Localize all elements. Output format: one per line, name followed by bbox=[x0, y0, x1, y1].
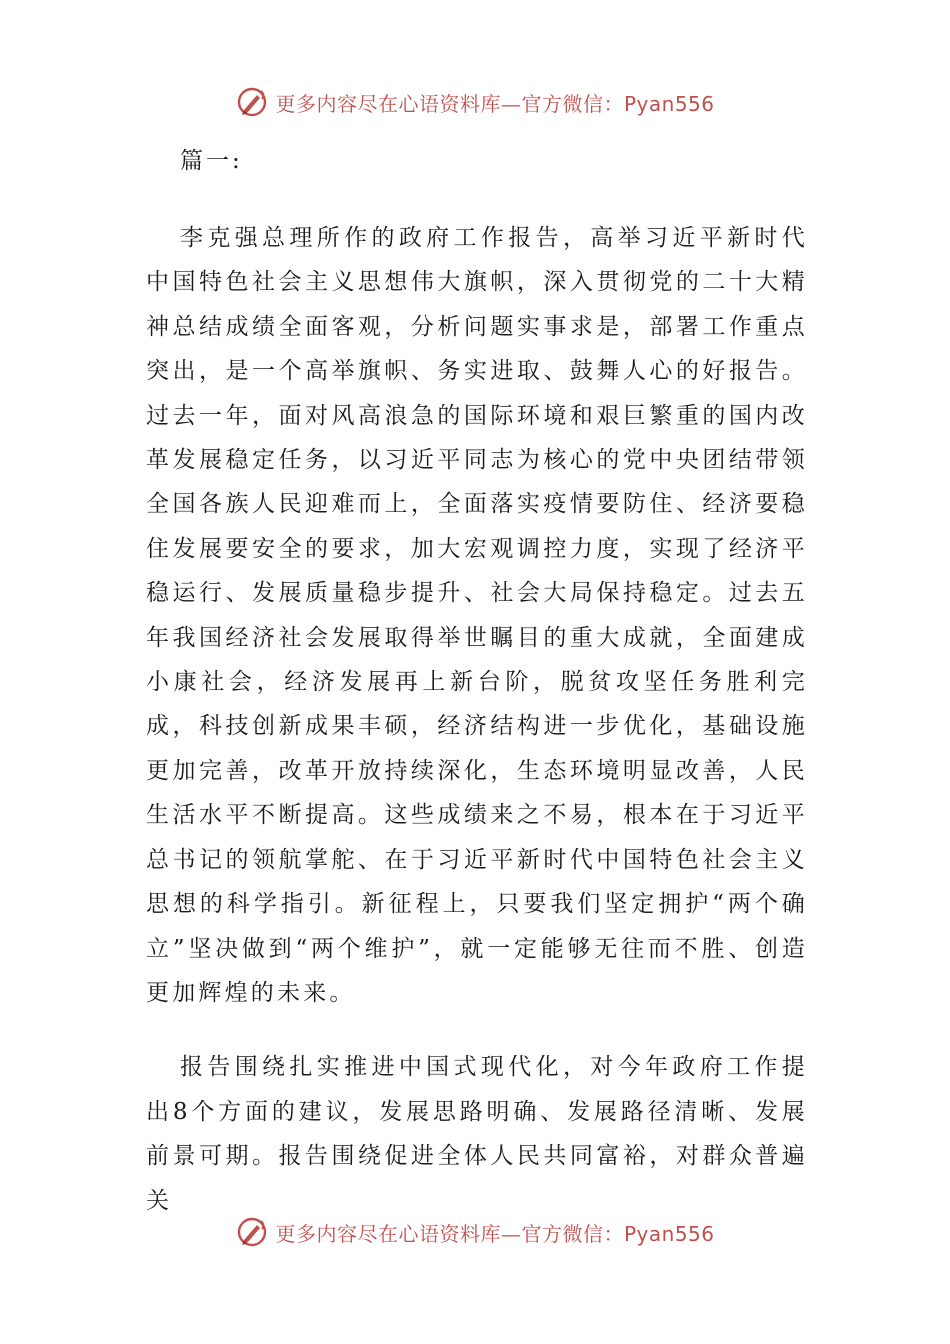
wechat-id: Pyan556 bbox=[623, 1221, 715, 1246]
pen-logo-icon bbox=[235, 85, 269, 119]
banner-label: 更多内容尽在心语资料库—官方微信： bbox=[275, 91, 624, 116]
document-body bbox=[146, 140, 808, 1223]
paragraph: 李克强总理所作的政府工作报告，高举习近平新时代中国特色社会主义思想伟大旗帜，深入贯彻党的二十大精神总结成绩全面客观，分析问题实事求是，部署工作重点突出，是一个高举旗帜、务实进取、鼓舞人心的好报告。过去一年，面对风高浪急的国际环境和艰巨繁重的国内改革发展稳定任务，以习近平同志为核心的党中央团结带领全国各族人民迎难而上，全面落实疫情要防住、经济要稳住发展要安全的要求，加大宏观调控力度，实现了经济平稳运行、发展质量稳步提升、社会大局保持稳定。过去五年我国经济社会发展取得举世瞩目的重大成就，全面建成小康社会，经济发展再上新台阶，脱贫攻坚任务胜利完成，科技创新成果丰硕，经济结构进一步优化，基础设施更加完善，改革开放持续深化，生态环境明显改善，人民生活水平不断提高。这些成绩来之不易，根本在于习近平总书记的领航掌舵、在于习近平新时代中国特色社会主义思想的科学指引。新征程上，只要我们坚定拥护“两个确立”坚决做到“两个维护”，就一定能够无往而不胜、创造更加辉煌的未来。 bbox=[146, 225, 808, 1006]
banner-text bbox=[275, 1218, 714, 1247]
header-banner bbox=[0, 82, 950, 122]
footer-banner bbox=[0, 1212, 950, 1252]
wechat-id: Pyan556 bbox=[623, 91, 715, 116]
banner-text bbox=[275, 88, 714, 117]
paragraph: 报告围绕扎实推进中国式现代化，对今年政府工作提出8个方面的建议，发展思路明确、发展路径清晰、发展前景可期。报告围绕促进全体人民共同富裕，对群众普遍关 bbox=[146, 1054, 808, 1214]
section-heading: 篇一: bbox=[180, 148, 243, 174]
banner-label: 更多内容尽在心语资料库—官方微信： bbox=[275, 1221, 624, 1246]
pen-logo-icon bbox=[235, 1215, 269, 1249]
